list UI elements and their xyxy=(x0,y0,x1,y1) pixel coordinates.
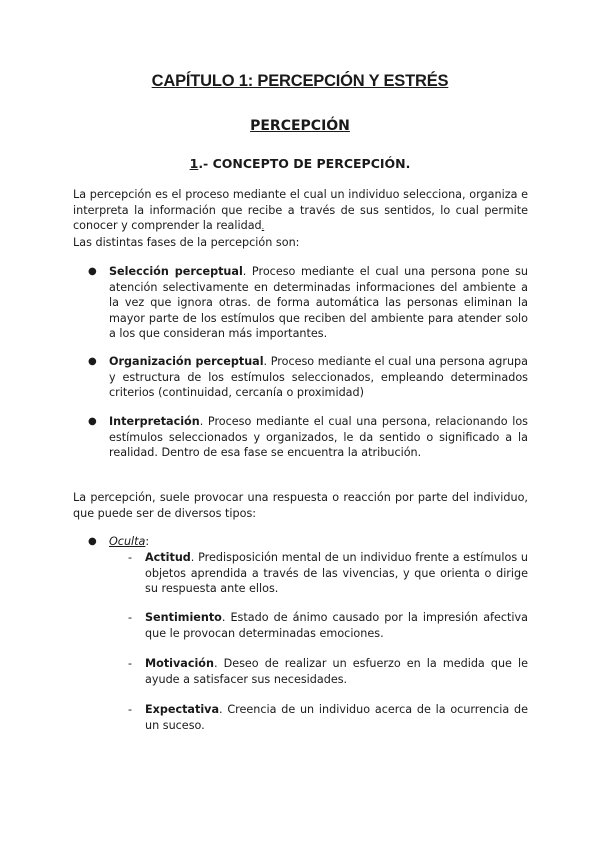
bullet-icon: ● xyxy=(88,356,97,367)
intro-mark: . xyxy=(261,222,265,232)
response-item-expectativa xyxy=(128,702,528,733)
response-item-text: . Creencia de un individuo acerca de la ocurrencia de un suceso. xyxy=(145,703,528,732)
bullet-icon: ● xyxy=(88,266,97,277)
response-type-oculta xyxy=(88,534,528,550)
response-paragraph: La percepción, suele provocar una respuesta o reacción por parte del individuo, que puede ser de diversos tipos: xyxy=(73,491,528,520)
dash-icon: - xyxy=(128,551,133,564)
dash-icon: - xyxy=(128,611,133,624)
section-title: PERCEPCIÓN xyxy=(250,118,350,134)
phase-item-seleccion xyxy=(88,264,528,342)
response-item-term: Motivación xyxy=(145,657,214,670)
phase-term: Selección perceptual xyxy=(109,265,243,278)
bullet-icon: ● xyxy=(88,416,97,427)
response-item-term: Actitud xyxy=(145,551,191,564)
response-type-label: Oculta xyxy=(109,535,146,548)
phase-term: Interpretación xyxy=(109,415,200,428)
phase-item-organizacion xyxy=(88,354,528,401)
intro-paragraph xyxy=(73,187,528,250)
phases-intro: Las distintas fases de la percepción son: xyxy=(73,235,300,249)
response-item-text: . Estado de ánimo causado por la impresión afectiva que le provocan determinadas emociones. xyxy=(145,611,528,640)
response-item-text: . Deseo de realizar un esfuerzo en la medida que le ayude a satisfacer sus necesidades. xyxy=(145,657,528,686)
subsection-title xyxy=(0,156,600,171)
response-item-motivacion xyxy=(128,656,528,687)
phase-text: . Proceso mediante el cual una persona agrupa y estructura de los estímulos seleccionados, empleando determinados criterios (continuidad, cercanía o proximidad) xyxy=(109,355,528,400)
subsection-title-text: .- CONCEPTO DE PERCEPCIÓN. xyxy=(198,156,411,171)
dash-icon: - xyxy=(128,657,133,670)
phase-text: . Proceso mediante el cual una persona pone su atención selectivamente en determinadas informaciones del ambiente a la vez que ignora otras. de forma automática las personas eliminan la mayor parte de los estímulos que reciben del ambiente para atender solo a los que consideran más importantes. xyxy=(109,265,528,341)
response-item-term: Expectativa xyxy=(145,703,220,716)
response-item-sentimiento xyxy=(128,610,528,641)
response-type-suffix: : xyxy=(145,535,150,548)
response-item-actitud xyxy=(128,550,528,597)
response-item-text: . Predisposición mental de un individuo frente a estímulos u objetos aprendida a través de las vivencias, y que orienta o dirige su respuesta ante ellos. xyxy=(145,551,528,596)
subsection-number: 1 xyxy=(189,156,199,171)
dash-icon: - xyxy=(128,703,133,716)
phase-term: Organización perceptual xyxy=(109,355,264,368)
response-item-term: Sentimiento xyxy=(145,611,222,624)
intro-text: La percepción es el proceso mediante el cual un individuo selecciona, organiza e interpreta la información que recibe a través de sus sentidos, lo cual permite conocer y comprender la realidad xyxy=(73,188,528,233)
phase-item-interpretacion xyxy=(88,414,528,461)
chapter-title: CAPÍTULO 1: PERCEPCIÓN Y ESTRÉS xyxy=(151,72,449,90)
bullet-icon: ● xyxy=(88,536,97,547)
phase-text: . Proceso mediante el cual una persona, relacionando los estímulos seleccionados y organizados, le da sentido o significado a la realidad. Dentro de esa fase se encuentra la atribución. xyxy=(109,415,528,460)
